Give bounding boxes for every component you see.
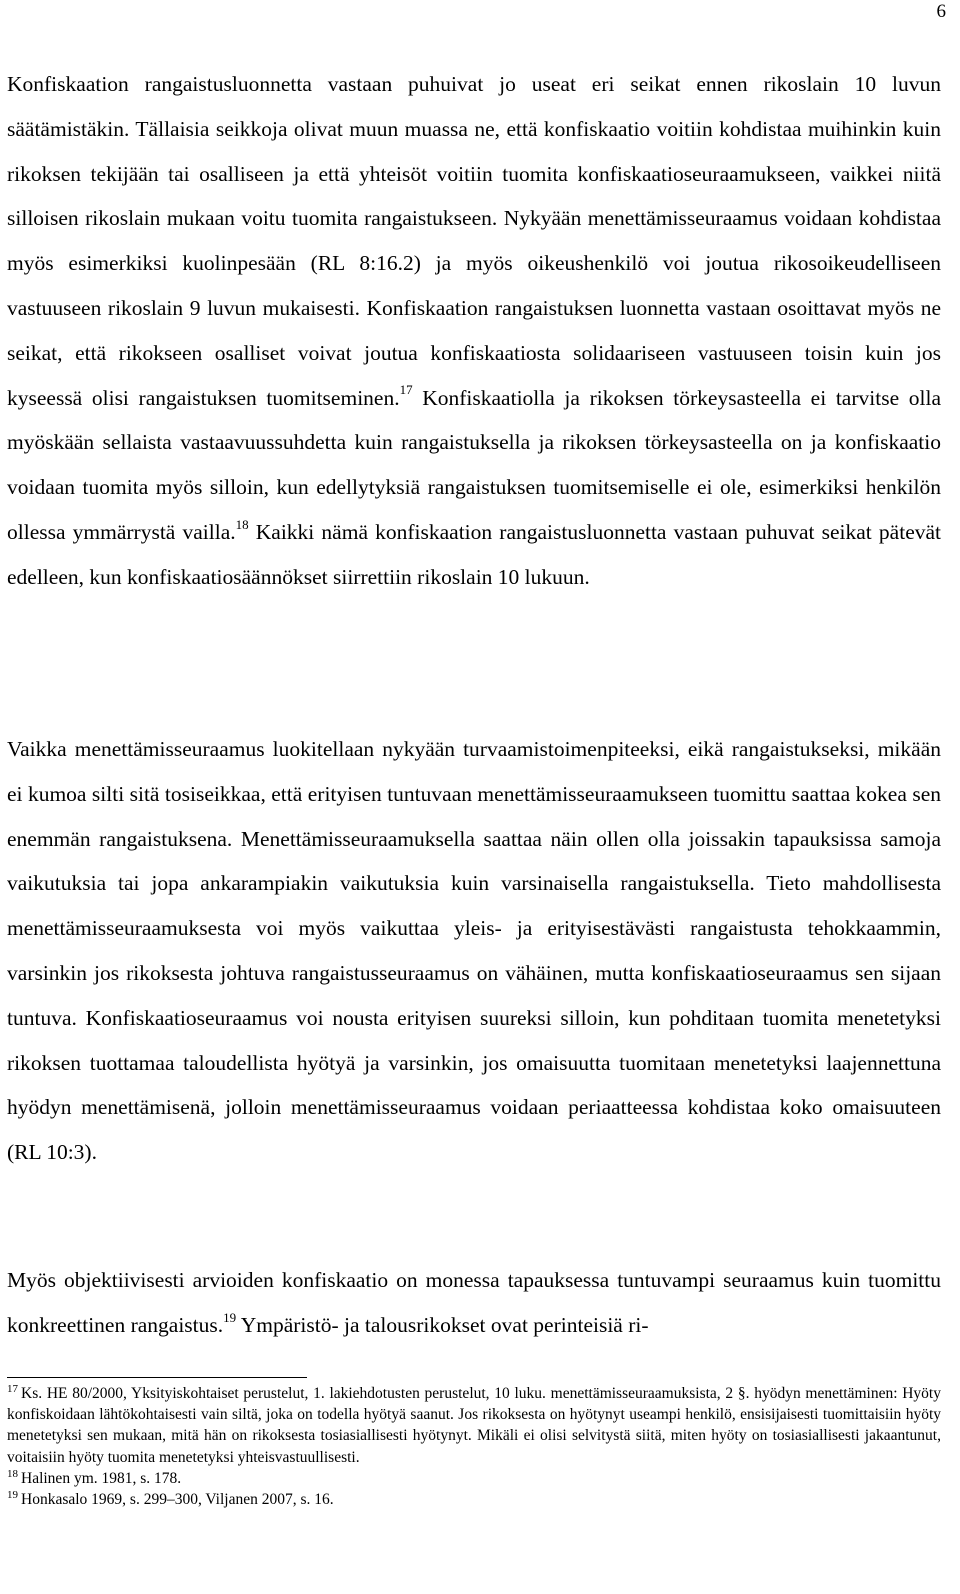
paragraph-1-text-2: Konfiskaatiolla ja rikoksen törkeysasteella ei tarvitse olla myöskään sellaista vastaavuussuhdetta kuin rangaistuksella ja rikoksen törkeysasteella on ja konfiskaatio voidaan tuomita myös silloin, kun edellytyksiä rangaistuksen tuomitsemiselle ei ole, esimerkiksi henkilön ollessa ymmärrystä vailla. [7,385,941,544]
footnote-ref-19[interactable]: 19 [223,1309,237,1325]
footnote-divider [7,1377,307,1378]
footnote-ref-17[interactable]: 17 [399,382,413,398]
footnote-number: 19 [7,1488,18,1501]
footnote-17 [7,1383,941,1468]
footnote-number: 18 [7,1467,18,1480]
footnote-text: Halinen ym. 1981, s. 178. [21,1469,182,1487]
footnote-19 [7,1489,941,1510]
footnote-number: 17 [7,1382,18,1395]
page-number: 6 [936,1,946,22]
paragraph-3-text-1: Myös objektiivisesti arvioiden konfiskaatio on monessa tapauksessa tuntuvampi seuraamus kuin tuomittu konkreettinen rangaistus. [7,1268,941,1337]
paragraph-1-text-1: Konfiskaation rangaistusluonnetta vastaan puhuivat jo useat eri seikat ennen rikoslain 10 luvun säätämistäkin. Tällaisia seikkoja olivat muun muassa ne, että konfiskaatio voitiin kohdistaa muihinkin kuin rikoksen tekijään tai osalliseen ja että yhteisöt voitiin tuomita konfiskaatioseuraamukseen, vaikkei niitä silloisen rikoslain mukaan voitu tuomita rangaistukseen. Nykyään menettämisseuraamus voidaan kohdistaa myös esimerkiksi kuolinpesään (RL 8:16.2) ja myös oikeushenkilö voi joutua rikosoikeudelliseen vastuuseen rikoslain 9 luvun mukaisesti. Konfiskaation rangaistuksen luonnetta vastaan osoittavat myös ne seikat, että rikokseen osalliset voivat joutua konfiskaatiosta solidaariseen vastuuseen toisin kuin jos kyseessä olisi rangaistuksen tuomitseminen. [7,72,941,410]
paragraph-1 [7,62,941,600]
footnote-text: Honkasalo 1969, s. 299–300, Viljanen 2007, s. 16. [21,1491,334,1509]
paragraph-3-text-2: Ympäristö- ja talousrikokset ovat perinteisiä ri- [236,1312,649,1337]
paragraph-1-text-3: Kaikki nämä konfiskaation rangaistusluonnetta vastaan puhuvat seikat pätevät edelleen, kun konfiskaatiosäännökset siirrettiin rikoslain 10 lukuun. [7,519,941,589]
footnotes-section [7,1383,941,1510]
footnote-ref-18[interactable]: 18 [235,516,249,532]
footnote-text: Ks. HE 80/2000, Yksityiskohtaiset perustelut, 1. lakiehdotusten perustelut, 10 luku. menettämisseuraamuksista, 2 §. hyödyn menettäminen: Hyöty konfiskoidaan lähtökohtaisesti vain siltä, joka on todella hyötyä saanut. Jos rikoksesta on hyötynyt useampi henkilö, ensisijaisesti tuomittaisiin hyöty menetetyksi sen mukaan, mitä hän on rikoksesta tosiasiallisesti hyötynyt. Mikäli ei olisi selvitystä siitä, miten hyöty on tosiasiallisesti jakaantunut, voitaisiin hyöty tuomita menetetyksi yhteisvastuullisesti. [7,1385,941,1466]
paragraph-2: Vaikka menettämisseuraamus luokitellaan nykyään turvaamistoimenpiteeksi, eikä rangaistukseksi, mikään ei kumoa silti sitä tosiseikkaa, että erityisen tuntuvaan menettämisseuraamukseen tuomittu saattaa kokea sen enemmän rangaistuksena. Menettämisseuraamuksella saattaa näin ollen olla joissakin tapauksissa samoja vaikutuksia tai jopa ankarampiakin vaikutuksia kuin varsinaisella rangaistuksella. Tieto mahdollisesta menettämisseuraamuksesta voi myös vaikuttaa yleis- ja erityisestävästi rangaistusta tehokkaammin, varsinkin jos rikoksesta johtuva rangaistusseuraamus on vähäinen, mutta konfiskaatioseuraamus sen sijaan tuntuva. Konfiskaatioseuraamus voi nousta erityisen suureksi silloin, kun pohditaan tuomita menetetyksi rikoksen tuottamaa taloudellista hyötyä ja varsinkin, jos omaisuutta tuomitaan menetetyksi laajennettuna hyödyn menettämisenä, jolloin menettämisseuraamus voidaan periaatteessa kohdistaa koko omaisuuteen (RL 10:3). [7,737,941,1165]
footnote-18 [7,1468,941,1489]
paragraph-3 [7,1258,941,1348]
